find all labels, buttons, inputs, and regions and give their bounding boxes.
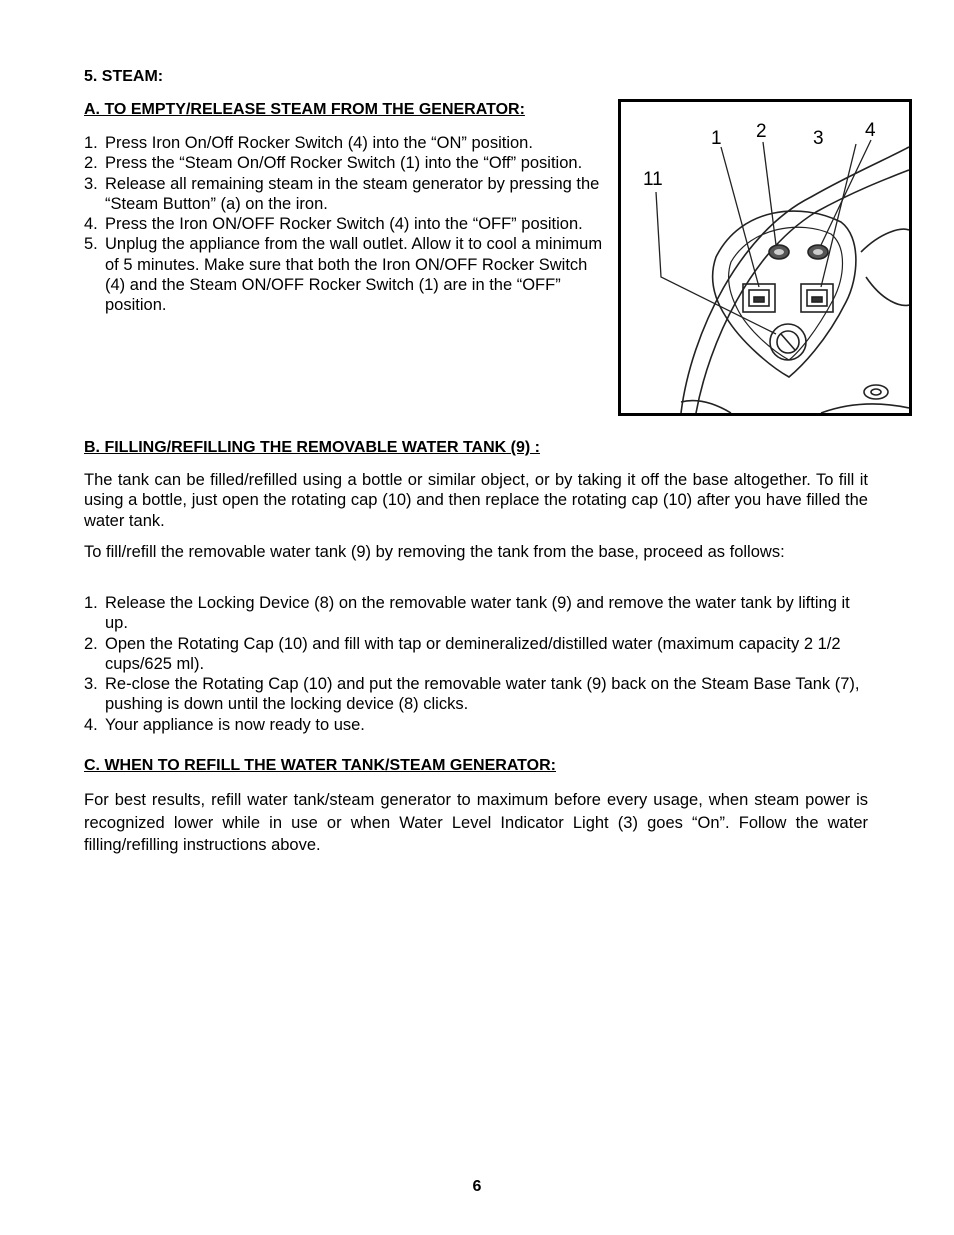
list-item: 1. Press Iron On/Off Rocker Switch (4) into the “ON” position. (84, 134, 533, 152)
section-c-heading: C. WHEN TO REFILL THE WATER TANK/STEAM GENERATOR: (84, 757, 556, 774)
list-item: 4. Press the Iron ON/OFF Rocker Switch (4) into the “OFF” position. (84, 215, 583, 234)
callout-3: 3 (813, 128, 824, 149)
section-title: 5. STEAM: (84, 68, 164, 85)
callout-4: 4 (865, 120, 876, 141)
list-item: 4. Your appliance is now ready to use. (84, 715, 365, 734)
list-item: 2. Open the Rotating Cap (10) and fill with tap or demineralized/distilled water (maximum capacity 2 1/2 cups/625 ml). (84, 634, 841, 673)
control-panel-illustration (621, 102, 909, 413)
section-a-heading: A. TO EMPTY/RELEASE STEAM FROM THE GENERATOR: (84, 101, 525, 118)
section-a-steps (84, 133, 604, 316)
section-b-paragraph-1: The tank can be filled/refilled using a bottle or similar object, or by taking it off the base altogether. To fill it using a bottle, just open the rotating cap (10) and then replace the rotating cap (10) after you have filled the water tank. (84, 471, 868, 530)
callout-1: 1 (711, 128, 722, 149)
section-c-paragraph: For best results, refill water tank/steam generator to maximum before every usage, when steam power is recognized lower while in use or when Water Level Indicator Light (3) goes “On”. Follow the water filling/refilling instructions above. (84, 791, 868, 854)
list-item: 5. Unplug the appliance from the wall outlet. Allow it to cool a minimum of 5 minutes. Make sure that both the Iron ON/OFF Rocker Switch (4) and the Steam ON/OFF Rocker Switch (1) are in the “OFF” position. (84, 235, 603, 315)
list-item: 3. Release all remaining steam in the steam generator by pressing the “Steam Button” (a) on the iron. (84, 174, 600, 213)
section-b-paragraph-2: To fill/refill the removable water tank (9) by removing the tank from the base, proceed as follows: (84, 543, 785, 561)
callout-11: 11 (643, 169, 663, 190)
control-panel-figure (618, 99, 912, 416)
section-b-heading: B. FILLING/REFILLING THE REMOVABLE WATER TANK (9) : (84, 439, 540, 456)
list-item: 3. Re-close the Rotating Cap (10) and put the removable water tank (9) back on the Steam Base Tank (7), pushing is down until the locking device (8) clicks. (84, 675, 860, 714)
list-item: 1. Release the Locking Device (8) on the removable water tank (9) and remove the water tank by lifting it up. (84, 594, 850, 633)
page-number: 6 (472, 1178, 482, 1195)
list-item: 2. Press the “Steam On/Off Rocker Switch (1) into the “Off” position. (84, 154, 583, 173)
section-b-steps (84, 593, 868, 735)
callout-2: 2 (756, 121, 767, 142)
